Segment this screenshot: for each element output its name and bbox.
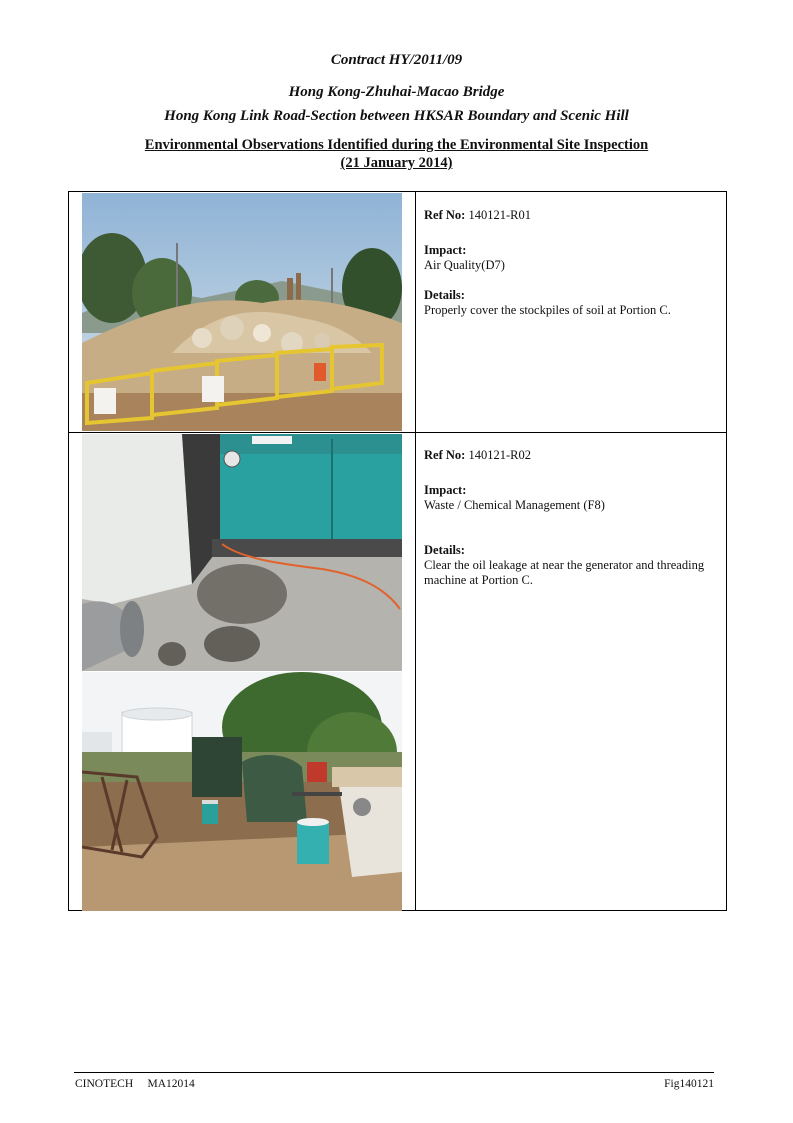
photo-threading-machine: [82, 672, 402, 911]
ref-label: Ref No:: [424, 448, 466, 462]
impact-label: Impact:: [424, 483, 467, 497]
observations-table: [68, 191, 727, 911]
impact-value: Waste / Chemical Management (F8): [424, 498, 605, 512]
photo-stockpile: [82, 193, 402, 431]
ref-value: 140121-R01: [468, 208, 531, 222]
ref-no-1: [424, 208, 724, 223]
column-divider: [415, 192, 416, 910]
page-title: Environmental Observations Identified during the Environmental Site Inspection: [144, 137, 649, 153]
project-name: Hong Kong-Zhuhai-Macao Bridge: [288, 84, 505, 100]
observation-2-info: [424, 448, 724, 588]
observation-1-info: [424, 208, 724, 318]
footer-company-ref: CINOTECH MA12014: [75, 1078, 195, 1090]
inspection-date: (21 January 2014): [340, 155, 453, 171]
row-divider: [69, 432, 726, 433]
photo-generator-leakage: [82, 434, 402, 671]
project-section: Hong Kong Link Road-Section between HKSAR Boundary and Scenic Hill: [164, 108, 629, 124]
impact-label: Impact:: [424, 243, 467, 257]
details-value: Properly cover the stockpiles of soil at Portion C.: [424, 303, 671, 317]
ref-value: 140121-R02: [468, 448, 531, 462]
footer-divider: [74, 1072, 714, 1073]
impact-value: Air Quality(D7): [424, 258, 505, 272]
details-label: Details:: [424, 543, 465, 557]
contract-number: Contract HY/2011/09: [330, 52, 463, 68]
details-label: Details:: [424, 288, 465, 302]
details-value: Clear the oil leakage at near the generator and threading machine at Portion C.: [424, 558, 705, 587]
ref-no-2: [424, 448, 724, 463]
footer-figure-ref: Fig140121: [664, 1078, 714, 1090]
ref-label: Ref No:: [424, 208, 466, 222]
